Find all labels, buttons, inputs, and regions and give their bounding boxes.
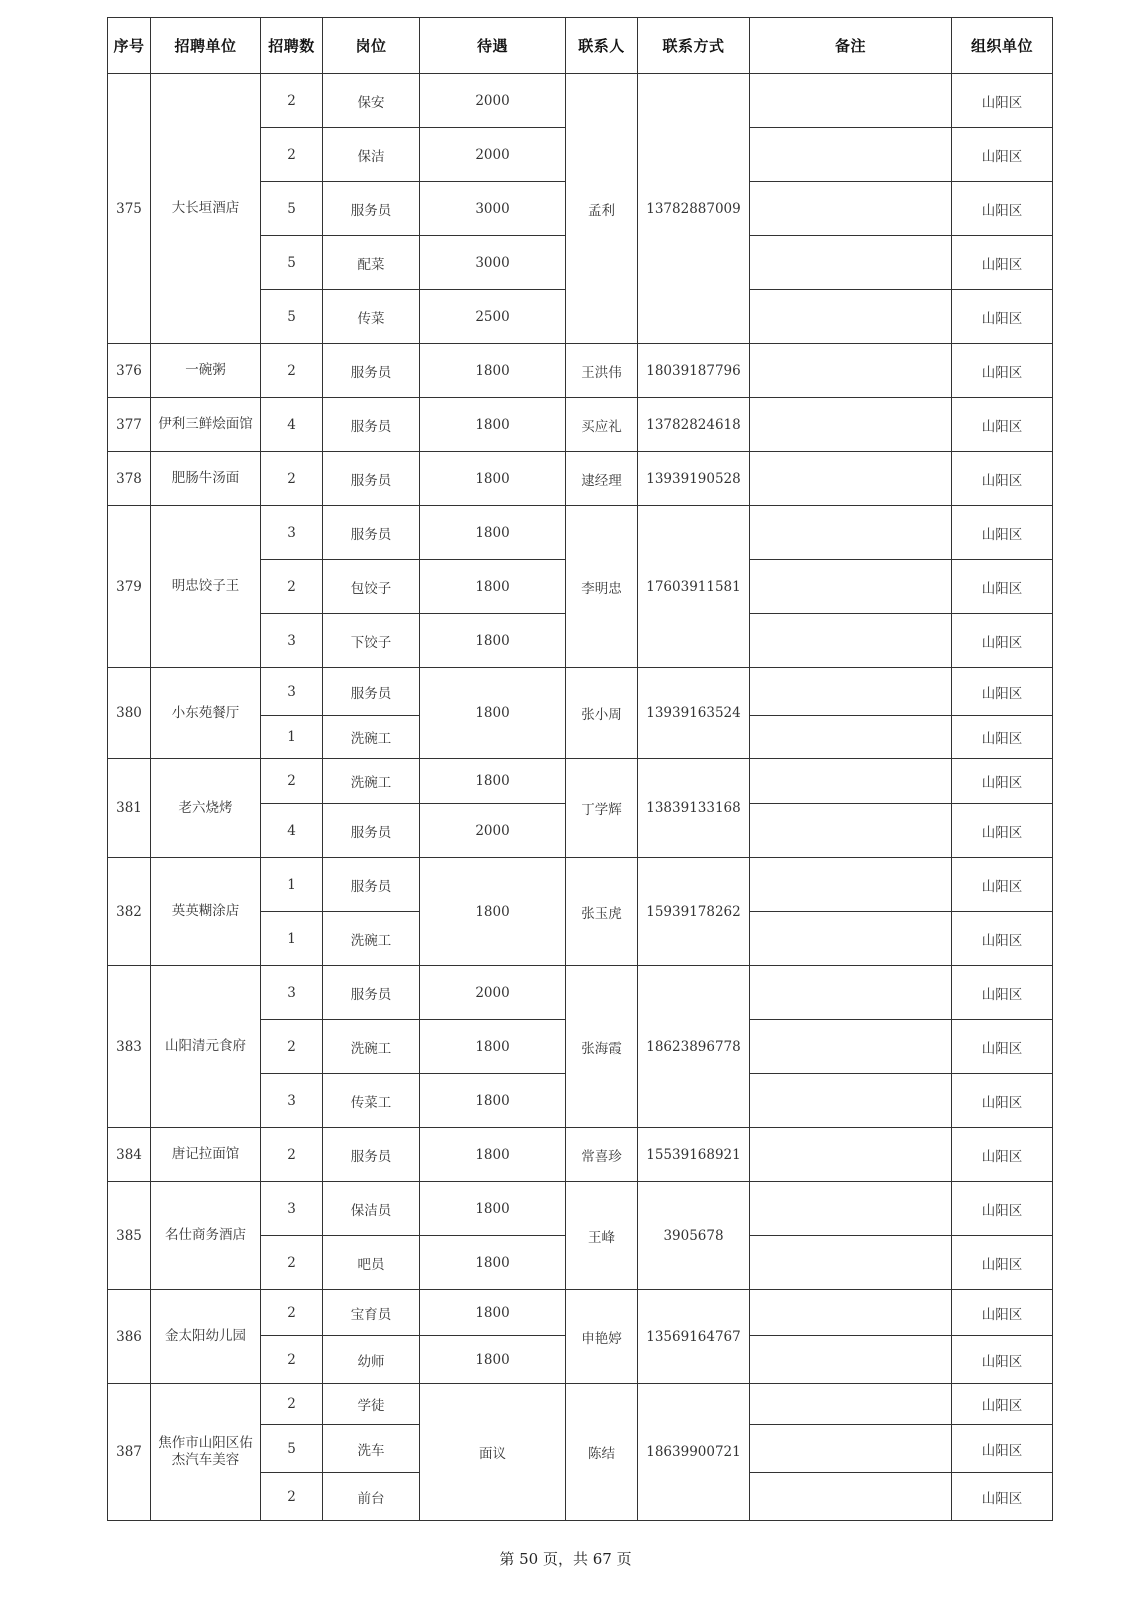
position-cell: 学徒 xyxy=(323,1384,420,1425)
employer-cell: 一碗粥 xyxy=(151,344,261,398)
remark-cell xyxy=(750,858,952,912)
organizer-cell: 山阳区 xyxy=(952,398,1053,452)
header-cell: 待遇 xyxy=(420,18,566,74)
position-cell: 服务员 xyxy=(323,182,420,236)
remark-cell xyxy=(750,560,952,614)
salary-cell: 1800 xyxy=(420,452,566,506)
serial-number-cell: 378 xyxy=(108,452,151,506)
remark-cell xyxy=(750,1290,952,1336)
remark-cell xyxy=(750,759,952,804)
table-row xyxy=(108,966,1053,1020)
position-cell: 传菜工 xyxy=(323,1074,420,1128)
headcount-cell: 2 xyxy=(261,452,323,506)
contact-phone-cell: 15539168921 xyxy=(638,1128,750,1182)
organizer-cell: 山阳区 xyxy=(952,236,1053,290)
header-cell: 招聘单位 xyxy=(151,18,261,74)
organizer-cell: 山阳区 xyxy=(952,1425,1053,1473)
headcount-cell: 1 xyxy=(261,858,323,912)
salary-cell: 2500 xyxy=(420,290,566,344)
headcount-cell: 5 xyxy=(261,236,323,290)
position-cell: 下饺子 xyxy=(323,614,420,668)
headcount-cell: 2 xyxy=(261,1020,323,1074)
serial-number-cell: 382 xyxy=(108,858,151,966)
serial-number-cell: 387 xyxy=(108,1384,151,1521)
salary-cell: 1800 xyxy=(420,1074,566,1128)
employer-cell: 伊利三鲜烩面馆 xyxy=(151,398,261,452)
employer-cell: 金太阳幼儿园 xyxy=(151,1290,261,1384)
remark-cell xyxy=(750,1128,952,1182)
remark-cell xyxy=(750,182,952,236)
headcount-cell: 4 xyxy=(261,804,323,858)
position-cell: 洗车 xyxy=(323,1425,420,1473)
organizer-cell: 山阳区 xyxy=(952,1473,1053,1521)
headcount-cell: 3 xyxy=(261,506,323,560)
salary-cell: 2000 xyxy=(420,804,566,858)
employer-cell: 英英糊涂店 xyxy=(151,858,261,966)
salary-cell: 1800 xyxy=(420,759,566,804)
remark-cell xyxy=(750,1020,952,1074)
remark-cell xyxy=(750,452,952,506)
contact-phone-cell: 18623896778 xyxy=(638,966,750,1128)
table-row xyxy=(108,452,1053,506)
table-row xyxy=(108,1384,1053,1425)
position-cell: 服务员 xyxy=(323,506,420,560)
remark-cell xyxy=(750,912,952,966)
position-cell: 保安 xyxy=(323,74,420,128)
headcount-cell: 2 xyxy=(261,128,323,182)
salary-cell: 1800 xyxy=(420,344,566,398)
remark-cell xyxy=(750,1182,952,1236)
contact-phone-cell: 13569164767 xyxy=(638,1290,750,1384)
headcount-cell: 3 xyxy=(261,668,323,716)
headcount-cell: 3 xyxy=(261,966,323,1020)
salary-cell: 1800 xyxy=(420,506,566,560)
remark-cell xyxy=(750,668,952,716)
position-cell: 洗碗工 xyxy=(323,716,420,759)
salary-cell: 面议 xyxy=(420,1384,566,1521)
organizer-cell: 山阳区 xyxy=(952,560,1053,614)
contact-person-cell: 逮经理 xyxy=(566,452,638,506)
contact-phone-cell: 13939190528 xyxy=(638,452,750,506)
organizer-cell: 山阳区 xyxy=(952,1182,1053,1236)
position-cell: 配菜 xyxy=(323,236,420,290)
contact-phone-cell: 13839133168 xyxy=(638,759,750,858)
serial-number-cell: 379 xyxy=(108,506,151,668)
position-cell: 吧员 xyxy=(323,1236,420,1290)
headcount-cell: 1 xyxy=(261,716,323,759)
table-row xyxy=(108,858,1053,912)
organizer-cell: 山阳区 xyxy=(952,1290,1053,1336)
serial-number-cell: 381 xyxy=(108,759,151,858)
contact-person-cell: 王峰 xyxy=(566,1182,638,1290)
organizer-cell: 山阳区 xyxy=(952,858,1053,912)
position-cell: 传菜 xyxy=(323,290,420,344)
salary-cell: 1800 xyxy=(420,1290,566,1336)
serial-number-cell: 376 xyxy=(108,344,151,398)
header-cell: 序号 xyxy=(108,18,151,74)
organizer-cell: 山阳区 xyxy=(952,966,1053,1020)
organizer-cell: 山阳区 xyxy=(952,1384,1053,1425)
employer-cell: 小东苑餐厅 xyxy=(151,668,261,759)
salary-cell: 1800 xyxy=(420,1128,566,1182)
headcount-cell: 3 xyxy=(261,1074,323,1128)
headcount-cell: 2 xyxy=(261,759,323,804)
remark-cell xyxy=(750,398,952,452)
serial-number-cell: 385 xyxy=(108,1182,151,1290)
position-cell: 服务员 xyxy=(323,966,420,1020)
employer-cell: 名仕商务酒店 xyxy=(151,1182,261,1290)
table-row xyxy=(108,1128,1053,1182)
position-cell: 服务员 xyxy=(323,398,420,452)
recruitment-table xyxy=(107,17,1053,1521)
table-row xyxy=(108,506,1053,560)
organizer-cell: 山阳区 xyxy=(952,344,1053,398)
position-cell: 服务员 xyxy=(323,804,420,858)
position-cell: 前台 xyxy=(323,1473,420,1521)
salary-cell: 3000 xyxy=(420,182,566,236)
position-cell: 宝育员 xyxy=(323,1290,420,1336)
salary-cell: 1800 xyxy=(420,1236,566,1290)
remark-cell xyxy=(750,966,952,1020)
remark-cell xyxy=(750,290,952,344)
salary-cell: 1800 xyxy=(420,614,566,668)
headcount-cell: 5 xyxy=(261,1425,323,1473)
remark-cell xyxy=(750,1384,952,1425)
header-cell: 招聘数 xyxy=(261,18,323,74)
remark-cell xyxy=(750,344,952,398)
headcount-cell: 5 xyxy=(261,290,323,344)
contact-person-cell: 张海霞 xyxy=(566,966,638,1128)
remark-cell xyxy=(750,804,952,858)
position-cell: 包饺子 xyxy=(323,560,420,614)
remark-cell xyxy=(750,506,952,560)
organizer-cell: 山阳区 xyxy=(952,1020,1053,1074)
contact-person-cell: 常喜珍 xyxy=(566,1128,638,1182)
position-cell: 幼师 xyxy=(323,1336,420,1384)
remark-cell xyxy=(750,1336,952,1384)
header-cell: 备注 xyxy=(750,18,952,74)
remark-cell xyxy=(750,128,952,182)
organizer-cell: 山阳区 xyxy=(952,614,1053,668)
position-cell: 洗碗工 xyxy=(323,912,420,966)
position-cell: 服务员 xyxy=(323,668,420,716)
headcount-cell: 2 xyxy=(261,1128,323,1182)
remark-cell xyxy=(750,716,952,759)
serial-number-cell: 375 xyxy=(108,74,151,344)
salary-cell: 1800 xyxy=(420,560,566,614)
headcount-cell: 5 xyxy=(261,182,323,236)
employer-cell: 唐记拉面馆 xyxy=(151,1128,261,1182)
contact-phone-cell: 3905678 xyxy=(638,1182,750,1290)
headcount-cell: 2 xyxy=(261,1384,323,1425)
organizer-cell: 山阳区 xyxy=(952,1074,1053,1128)
salary-cell: 1800 xyxy=(420,1336,566,1384)
organizer-cell: 山阳区 xyxy=(952,804,1053,858)
employer-cell: 明忠饺子王 xyxy=(151,506,261,668)
table-row xyxy=(108,668,1053,716)
table-row xyxy=(108,74,1053,128)
contact-phone-cell: 18039187796 xyxy=(638,344,750,398)
table-row xyxy=(108,1290,1053,1336)
position-cell: 服务员 xyxy=(323,344,420,398)
organizer-cell: 山阳区 xyxy=(952,668,1053,716)
position-cell: 服务员 xyxy=(323,452,420,506)
remark-cell xyxy=(750,1473,952,1521)
organizer-cell: 山阳区 xyxy=(952,74,1053,128)
headcount-cell: 2 xyxy=(261,560,323,614)
contact-person-cell: 王洪伟 xyxy=(566,344,638,398)
header-cell: 联系人 xyxy=(566,18,638,74)
serial-number-cell: 380 xyxy=(108,668,151,759)
employer-cell: 大长垣酒店 xyxy=(151,74,261,344)
contact-person-cell: 张玉虎 xyxy=(566,858,638,966)
salary-cell: 2000 xyxy=(420,128,566,182)
contact-person-cell: 买应礼 xyxy=(566,398,638,452)
serial-number-cell: 377 xyxy=(108,398,151,452)
headcount-cell: 2 xyxy=(261,1236,323,1290)
headcount-cell: 2 xyxy=(261,344,323,398)
position-cell: 服务员 xyxy=(323,1128,420,1182)
contact-person-cell: 张小周 xyxy=(566,668,638,759)
contact-phone-cell: 17603911581 xyxy=(638,506,750,668)
employer-cell: 山阳清元食府 xyxy=(151,966,261,1128)
salary-cell: 2000 xyxy=(420,74,566,128)
contact-phone-cell: 13939163524 xyxy=(638,668,750,759)
organizer-cell: 山阳区 xyxy=(952,1236,1053,1290)
contact-phone-cell: 13782887009 xyxy=(638,74,750,344)
contact-person-cell: 丁学辉 xyxy=(566,759,638,858)
header-row xyxy=(108,18,1053,74)
remark-cell xyxy=(750,614,952,668)
remark-cell xyxy=(750,236,952,290)
salary-cell: 1800 xyxy=(420,1182,566,1236)
employer-cell: 焦作市山阳区佑杰汽车美容 xyxy=(151,1384,261,1521)
organizer-cell: 山阳区 xyxy=(952,182,1053,236)
position-cell: 保洁 xyxy=(323,128,420,182)
contact-person-cell: 申艳婷 xyxy=(566,1290,638,1384)
headcount-cell: 2 xyxy=(261,74,323,128)
serial-number-cell: 386 xyxy=(108,1290,151,1384)
table-row xyxy=(108,344,1053,398)
table-row xyxy=(108,398,1053,452)
organizer-cell: 山阳区 xyxy=(952,716,1053,759)
remark-cell xyxy=(750,1074,952,1128)
organizer-cell: 山阳区 xyxy=(952,1128,1053,1182)
serial-number-cell: 383 xyxy=(108,966,151,1128)
headcount-cell: 2 xyxy=(261,1290,323,1336)
contact-phone-cell: 18639900721 xyxy=(638,1384,750,1521)
page-footer: 第 50 页，共 67 页 xyxy=(499,1550,632,1568)
header-cell: 组织单位 xyxy=(952,18,1053,74)
position-cell: 服务员 xyxy=(323,858,420,912)
organizer-cell: 山阳区 xyxy=(952,912,1053,966)
contact-person-cell: 陈结 xyxy=(566,1384,638,1521)
contact-person-cell: 孟利 xyxy=(566,74,638,344)
table-row xyxy=(108,759,1053,804)
position-cell: 洗碗工 xyxy=(323,759,420,804)
contact-phone-cell: 13782824618 xyxy=(638,398,750,452)
salary-cell: 1800 xyxy=(420,398,566,452)
salary-cell: 3000 xyxy=(420,236,566,290)
headcount-cell: 2 xyxy=(261,1336,323,1384)
headcount-cell: 3 xyxy=(261,614,323,668)
organizer-cell: 山阳区 xyxy=(952,506,1053,560)
contact-phone-cell: 15939178262 xyxy=(638,858,750,966)
remark-cell xyxy=(750,1236,952,1290)
headcount-cell: 1 xyxy=(261,912,323,966)
organizer-cell: 山阳区 xyxy=(952,290,1053,344)
header-cell: 岗位 xyxy=(323,18,420,74)
employer-cell: 肥肠牛汤面 xyxy=(151,452,261,506)
salary-cell: 2000 xyxy=(420,966,566,1020)
headcount-cell: 2 xyxy=(261,1473,323,1521)
serial-number-cell: 384 xyxy=(108,1128,151,1182)
salary-cell: 1800 xyxy=(420,1020,566,1074)
remark-cell xyxy=(750,74,952,128)
organizer-cell: 山阳区 xyxy=(952,452,1053,506)
salary-cell: 1800 xyxy=(420,668,566,759)
position-cell: 洗碗工 xyxy=(323,1020,420,1074)
remark-cell xyxy=(750,1425,952,1473)
header-cell: 联系方式 xyxy=(638,18,750,74)
headcount-cell: 3 xyxy=(261,1182,323,1236)
headcount-cell: 4 xyxy=(261,398,323,452)
salary-cell: 1800 xyxy=(420,858,566,966)
contact-person-cell: 李明忠 xyxy=(566,506,638,668)
organizer-cell: 山阳区 xyxy=(952,1336,1053,1384)
employer-cell: 老六烧烤 xyxy=(151,759,261,858)
organizer-cell: 山阳区 xyxy=(952,759,1053,804)
table-row xyxy=(108,1182,1053,1236)
position-cell: 保洁员 xyxy=(323,1182,420,1236)
organizer-cell: 山阳区 xyxy=(952,128,1053,182)
